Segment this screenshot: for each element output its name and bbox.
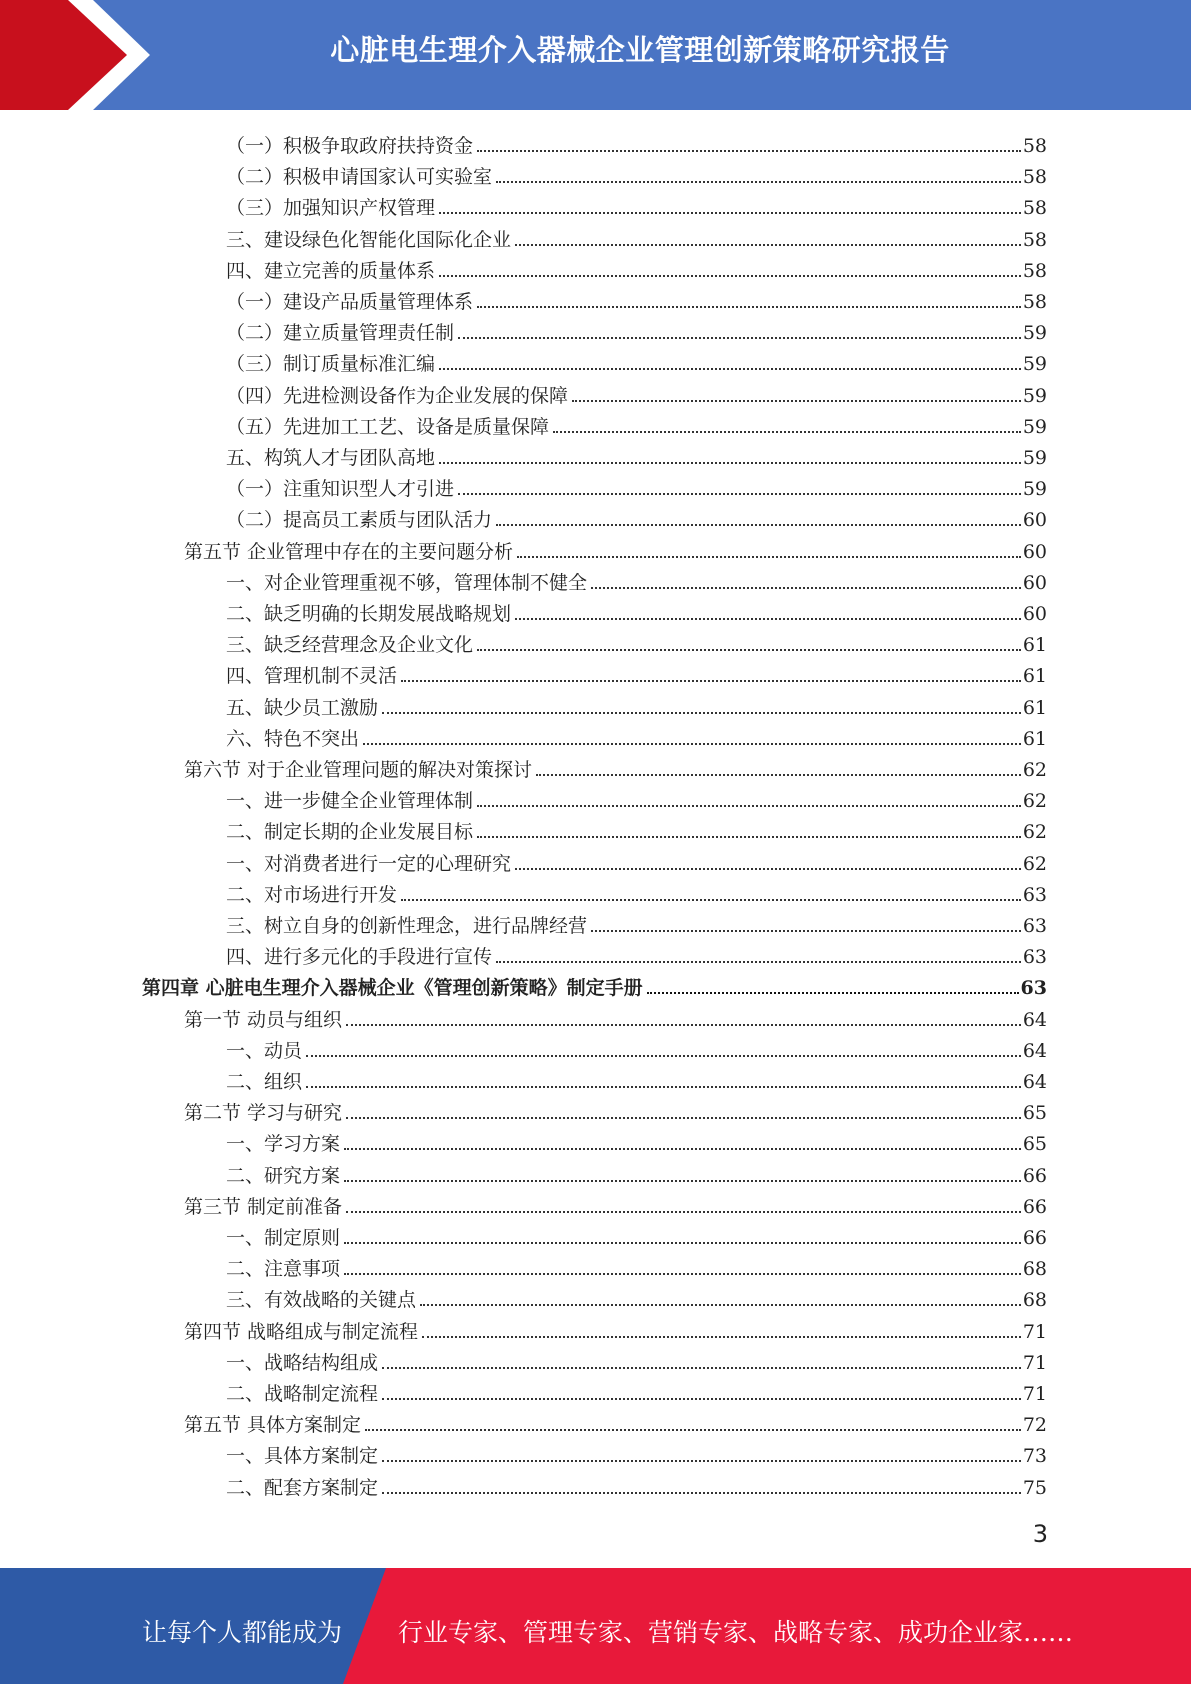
toc-entry-page: 60 [1022, 541, 1047, 563]
toc-dot-leader [439, 368, 1021, 370]
footer-slogan-right: 行业专家、管理专家、营销专家、战略专家、成功企业家…… [398, 1618, 1074, 1647]
toc-entry-title: 一、学习方案 [226, 1133, 341, 1155]
toc-entry[interactable] [226, 1219, 1047, 1250]
toc-entry[interactable] [184, 751, 1047, 782]
toc-entry[interactable] [226, 720, 1047, 751]
toc-entry-title: （二）提高员工素质与团队活力 [226, 509, 493, 531]
toc-entry-page: 61 [1022, 634, 1047, 656]
toc-dot-leader [344, 1180, 1021, 1182]
toc-entry-page: 59 [1022, 416, 1047, 438]
page-number: 3 [1032, 1520, 1048, 1548]
toc-entry[interactable] [226, 1344, 1047, 1375]
toc-entry[interactable] [226, 158, 1047, 189]
toc-dot-leader [496, 524, 1021, 526]
toc-entry-page: 58 [1022, 166, 1047, 188]
toc-entry[interactable] [226, 127, 1047, 158]
toc-entry[interactable] [226, 813, 1047, 844]
toc-entry[interactable] [226, 314, 1047, 345]
toc-entry-title: 第三节 制定前准备 [184, 1196, 343, 1218]
toc-entry-page: 71 [1022, 1352, 1047, 1374]
toc-dot-leader [439, 212, 1021, 214]
toc-entry[interactable] [226, 470, 1047, 501]
toc-dot-leader [477, 805, 1021, 807]
toc-entry-page: 73 [1022, 1445, 1047, 1467]
toc-entry-page: 63 [1022, 915, 1047, 937]
toc-entry-page: 72 [1022, 1414, 1047, 1436]
toc-entry-title: 五、构筑人才与团队高地 [226, 447, 436, 469]
toc-entry[interactable] [184, 1001, 1047, 1032]
toc-dot-leader [306, 1086, 1021, 1088]
toc-entry-page: 66 [1022, 1227, 1047, 1249]
toc-dot-leader [572, 400, 1021, 402]
toc-dot-leader [515, 868, 1021, 870]
toc-entry-page: 63 [1020, 977, 1047, 999]
toc-entry-page: 68 [1022, 1289, 1047, 1311]
toc-entry-title: 第五节 企业管理中存在的主要问题分析 [184, 541, 514, 563]
toc-dot-leader [365, 1429, 1021, 1431]
toc-entry[interactable] [184, 1094, 1047, 1125]
toc-entry-page: 68 [1022, 1258, 1047, 1280]
toc-entry-title: 一、战略结构组成 [226, 1352, 379, 1374]
toc-dot-leader [382, 1460, 1021, 1462]
toc-entry[interactable] [226, 1281, 1047, 1312]
toc-entry-page: 64 [1022, 1071, 1047, 1093]
toc-entry-page: 59 [1022, 447, 1047, 469]
toc-entry-title: （二）建立质量管理责任制 [226, 322, 455, 344]
toc-dot-leader [382, 1367, 1021, 1369]
toc-dot-leader [458, 493, 1021, 495]
toc-entry[interactable] [226, 1437, 1047, 1468]
toc-entry[interactable] [226, 1157, 1047, 1188]
toc-entry-page: 62 [1022, 759, 1047, 781]
toc-entry[interactable] [226, 689, 1047, 720]
toc-entry-title: 第五节 具体方案制定 [184, 1414, 362, 1436]
toc-entry-page: 59 [1022, 385, 1047, 407]
toc-entry[interactable] [226, 876, 1047, 907]
toc-dot-leader [382, 1492, 1021, 1494]
toc-entry[interactable] [226, 782, 1047, 813]
toc-entry-title: 第一节 动员与组织 [184, 1009, 343, 1031]
toc-dot-leader [515, 244, 1021, 246]
toc-entry-title: 二、配套方案制定 [226, 1477, 379, 1499]
toc-entry-title: （五）先进加工工艺、设备是质量保障 [226, 416, 550, 438]
toc-dot-leader [496, 961, 1021, 963]
toc-dot-leader [346, 1117, 1021, 1119]
toc-entry[interactable] [226, 1375, 1047, 1406]
toc-dot-leader [458, 337, 1021, 339]
toc-entry-title: 三、缺乏经营理念及企业文化 [226, 634, 474, 656]
toc-entry-title: （二）积极申请国家认可实验室 [226, 166, 493, 188]
page-footer [0, 1568, 1191, 1684]
toc-entry-title: 一、制定原则 [226, 1227, 341, 1249]
toc-entry-title: 三、树立自身的创新性理念，进行品牌经营 [226, 915, 588, 937]
toc-entry[interactable] [142, 969, 1047, 1000]
toc-entry[interactable] [226, 595, 1047, 626]
toc-entry-page: 64 [1022, 1040, 1047, 1062]
toc-dot-leader [515, 618, 1021, 620]
toc-entry-title: 五、缺少员工激励 [226, 697, 379, 719]
toc-entry-page: 58 [1022, 197, 1047, 219]
toc-dot-leader [591, 587, 1021, 589]
toc-entry[interactable] [226, 657, 1047, 688]
toc-entry[interactable] [226, 564, 1047, 595]
toc-entry-page: 65 [1022, 1102, 1047, 1124]
toc-entry[interactable] [226, 1250, 1047, 1281]
toc-entry[interactable] [226, 408, 1047, 439]
toc-entry[interactable] [184, 1188, 1047, 1219]
toc-entry-title: （三）制订质量标准汇编 [226, 353, 436, 375]
toc-entry-title: 四、建立完善的质量体系 [226, 260, 436, 282]
toc-entry-title: 二、注意事项 [226, 1258, 341, 1280]
toc-entry-page: 59 [1022, 353, 1047, 375]
toc-entry-page: 75 [1022, 1477, 1047, 1499]
toc-entry-title: 三、有效战略的关键点 [226, 1289, 417, 1311]
toc-entry-title: 六、特色不突出 [226, 728, 360, 750]
toc-entry-page: 62 [1022, 853, 1047, 875]
toc-entry-page: 64 [1022, 1009, 1047, 1031]
toc-entry-title: 四、进行多元化的手段进行宣传 [226, 946, 493, 968]
toc-entry-page: 58 [1022, 291, 1047, 313]
toc-entry-page: 65 [1022, 1133, 1047, 1155]
toc-entry-page: 60 [1022, 603, 1047, 625]
toc-dot-leader [401, 899, 1021, 901]
toc-dot-leader [517, 556, 1021, 558]
toc-dot-leader [344, 1242, 1021, 1244]
toc-entry[interactable] [226, 907, 1047, 938]
toc-dot-leader [346, 1211, 1021, 1213]
toc-entry-page: 71 [1022, 1383, 1047, 1405]
toc-dot-leader [401, 680, 1021, 682]
toc-entry-title: （一）建设产品质量管理体系 [226, 291, 474, 313]
toc-entry-title: 二、研究方案 [226, 1165, 341, 1187]
toc-entry-page: 58 [1022, 260, 1047, 282]
toc-entry-page: 62 [1022, 821, 1047, 843]
report-title: 心脏电生理介入器械企业管理创新策略研究报告 [330, 33, 950, 67]
toc-entry-title: （三）加强知识产权管理 [226, 197, 436, 219]
toc-entry[interactable] [226, 938, 1047, 969]
toc-dot-leader [477, 306, 1021, 308]
toc-dot-leader [591, 930, 1021, 932]
toc-entry[interactable] [226, 439, 1047, 470]
toc-entry-title: 四、管理机制不灵活 [226, 665, 398, 687]
toc-entry-page: 60 [1022, 572, 1047, 594]
toc-entry-page: 61 [1022, 728, 1047, 750]
toc-entry-title: 二、制定长期的企业发展目标 [226, 821, 474, 843]
toc-entry-title: 三、建设绿色化智能化国际化企业 [226, 229, 512, 251]
toc-entry-page: 62 [1022, 790, 1047, 812]
toc-entry-title: 第二节 学习与研究 [184, 1102, 343, 1124]
toc-entry-page: 63 [1022, 946, 1047, 968]
toc-entry-title: 一、具体方案制定 [226, 1445, 379, 1467]
page-header [0, 0, 1191, 110]
toc-entry-title: （四）先进检测设备作为企业发展的保障 [226, 385, 569, 407]
toc-entry-page: 59 [1022, 322, 1047, 344]
toc-dot-leader [346, 1024, 1021, 1026]
toc-dot-leader [477, 150, 1021, 152]
toc-dot-leader [363, 743, 1021, 745]
toc-entry[interactable] [226, 377, 1047, 408]
toc-entry[interactable] [226, 221, 1047, 252]
footer-slogan-left: 让每个人都能成为 [142, 1618, 343, 1647]
toc-entry[interactable] [226, 1063, 1047, 1094]
toc-entry-title: （一）积极争取政府扶持资金 [226, 135, 474, 157]
toc-dot-leader [422, 1336, 1021, 1338]
toc-entry[interactable] [226, 845, 1047, 876]
toc-entry-title: 二、对市场进行开发 [226, 884, 398, 906]
toc-entry-title: 二、组织 [226, 1071, 303, 1093]
toc-dot-leader [496, 181, 1021, 183]
toc-entry-page: 61 [1022, 665, 1047, 687]
toc-entry[interactable] [184, 533, 1047, 564]
toc-entry-title: 第四章 心脏电生理介入器械企业《管理创新策略》制定手册 [142, 977, 643, 999]
toc-entry[interactable] [226, 252, 1047, 283]
toc-dot-leader [553, 431, 1021, 433]
toc-entry[interactable] [226, 501, 1047, 532]
toc-entry[interactable] [226, 1032, 1047, 1063]
toc-entry[interactable] [226, 189, 1047, 220]
toc-dot-leader [477, 649, 1021, 651]
toc-entry-page: 63 [1022, 884, 1047, 906]
toc-dot-leader [306, 1055, 1021, 1057]
toc-dot-leader [382, 712, 1021, 714]
toc-entry-title: （一）注重知识型人才引进 [226, 478, 455, 500]
toc-entry[interactable] [226, 283, 1047, 314]
toc-entry[interactable] [226, 1125, 1047, 1156]
toc-entry-title: 第六节 对于企业管理问题的解决对策探讨 [184, 759, 533, 781]
toc-dot-leader [536, 774, 1021, 776]
toc-entry-page: 61 [1022, 697, 1047, 719]
toc-dot-leader [420, 1304, 1021, 1306]
toc-entry[interactable] [226, 1469, 1047, 1500]
toc-entry[interactable] [184, 1313, 1047, 1344]
toc-dot-leader [439, 462, 1021, 464]
toc-entry-page: 58 [1022, 135, 1047, 157]
toc-entry-title: 二、缺乏明确的长期发展战略规划 [226, 603, 512, 625]
toc-entry-title: 一、动员 [226, 1040, 303, 1062]
toc-dot-leader [477, 836, 1021, 838]
toc-entry-title: 一、对企业管理重视不够，管理体制不健全 [226, 572, 588, 594]
toc-dot-leader [344, 1273, 1021, 1275]
toc-entry-title: 一、进一步健全企业管理体制 [226, 790, 474, 812]
toc-dot-leader [344, 1148, 1021, 1150]
toc-dot-leader [439, 275, 1021, 277]
toc-entry[interactable] [184, 1406, 1047, 1437]
toc-entry[interactable] [226, 345, 1047, 376]
toc-entry[interactable] [226, 626, 1047, 657]
toc-dot-leader [382, 1398, 1021, 1400]
toc-entry-page: 71 [1022, 1321, 1047, 1343]
toc-entry-page: 66 [1022, 1165, 1047, 1187]
toc-entry-page: 58 [1022, 229, 1047, 251]
toc-entry-page: 66 [1022, 1196, 1047, 1218]
toc-entry-page: 60 [1022, 509, 1047, 531]
toc-entry-title: 一、对消费者进行一定的心理研究 [226, 853, 512, 875]
toc-dot-leader [647, 992, 1019, 994]
toc-entry-page: 59 [1022, 478, 1047, 500]
toc-entry-title: 二、战略制定流程 [226, 1383, 379, 1405]
toc-entry-title: 第四节 战略组成与制定流程 [184, 1321, 419, 1343]
